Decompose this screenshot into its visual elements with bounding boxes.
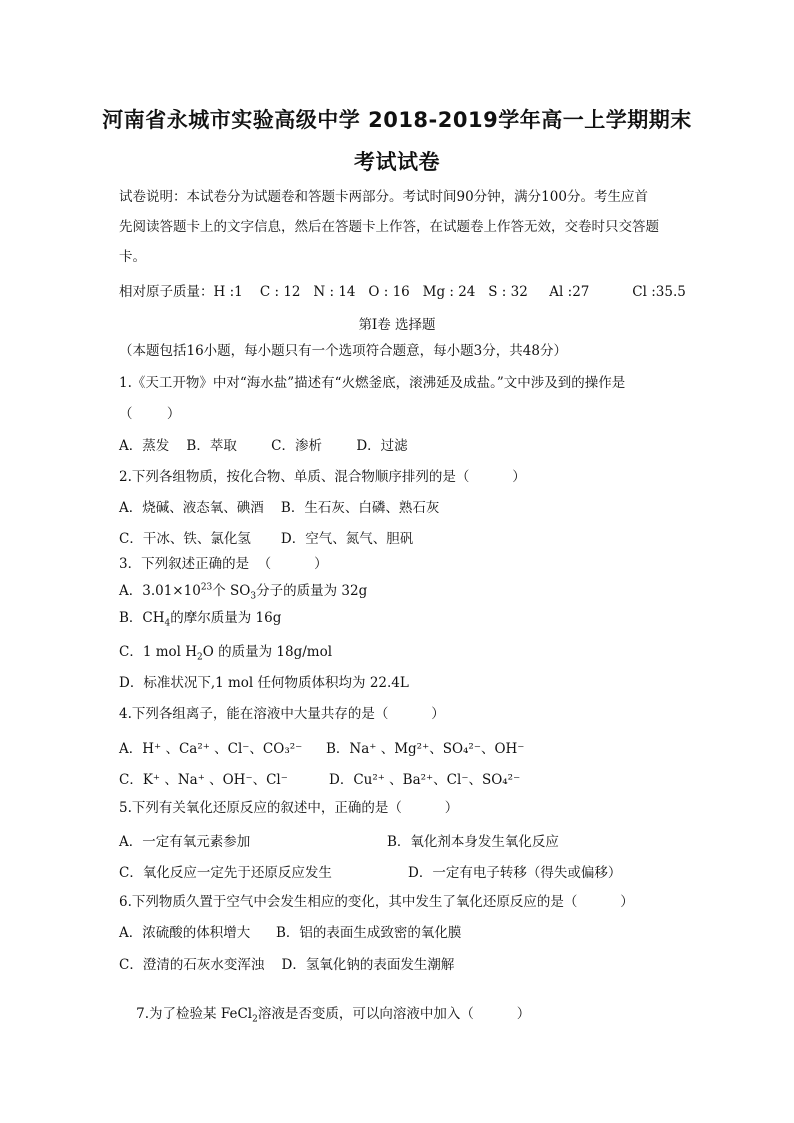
question-5-stem: 5.下列有关氧化还原反应的叙述中，正确的是（ ） bbox=[119, 800, 459, 816]
question-3-stem: 3．下列叙述正确的是 （ ） bbox=[119, 556, 328, 572]
section-heading: 第Ⅰ卷 选择题 bbox=[358, 317, 436, 333]
q3-a-subscript: 3 bbox=[250, 591, 257, 602]
question-3-option-a bbox=[119, 582, 367, 600]
question-4-option-d: D．Cu²⁺ 、Ba²⁺、Cl⁻、SO₄²⁻ bbox=[329, 772, 521, 788]
q3-c-post: O 的质量为 18g/mol bbox=[202, 644, 333, 660]
question-5-option-a: A．一定有氧元素参加 bbox=[119, 834, 251, 850]
question-4-stem: 4.下列各组离子，能在溶液中大量共存的是（ ） bbox=[119, 706, 445, 722]
q3-b-text: B．CH bbox=[119, 610, 165, 626]
question-4-option-a: A．H⁺ 、Ca²⁺ 、Cl⁻、CO₃²⁻ bbox=[119, 741, 303, 757]
question-4-option-c: C．K⁺ 、Na⁺ 、OH⁻、Cl⁻ bbox=[119, 772, 288, 788]
instructions-line1: 试卷说明：本试卷分为试题卷和答题卡两部分。考试时间90分钟，满分100分。考生应首 bbox=[119, 189, 648, 205]
atomic-masses: 相对原子质量：H :1 C : 12 N : 14 O : 16 Mg : 24 S : 32 Al :27 Cl :35.5 bbox=[119, 284, 686, 300]
exam-title-line1: 河南省永城市实验高级中学 2018-2019学年高一上学期期末 bbox=[102, 108, 692, 132]
q7-post: 溶液是否变质，可以向溶液中加入（ ） bbox=[257, 1006, 531, 1022]
question-3-option-d: D．标准状况下,1 mol 任何物质体积均为 22.4L bbox=[119, 675, 409, 691]
q3-b-subscript: 4 bbox=[164, 618, 171, 629]
q3-c-text: C．1 mol H bbox=[119, 644, 198, 660]
instructions-line2: 先阅读答题卡上的文字信息，然后在答题卡上作答，在试题卷上作答无效，交卷时只交答题 bbox=[119, 219, 659, 235]
q3-c-subscript: 2 bbox=[197, 652, 203, 663]
question-6-options-ab: A．浓硫酸的体积增大 B．铝的表面生成致密的氧化膜 bbox=[119, 925, 462, 941]
question-2-options-cd: C．干冰、铁、氯化氢 D．空气、氮气、胆矾 bbox=[119, 531, 414, 547]
section-note: （本题包括16小题，每小题只有一个选项符合题意，每小题3分，共48分） bbox=[119, 343, 567, 359]
exam-title-line2: 考试试卷 bbox=[354, 150, 440, 174]
question-5-option-d: D．一定有电子转移（得失或偏移） bbox=[408, 865, 622, 881]
question-1-blank: （ ） bbox=[119, 406, 181, 422]
question-4-option-b: B．Na⁺ 、Mg²⁺、SO₄²⁻、OH⁻ bbox=[326, 741, 525, 757]
q3-b-post: 的摩尔质量为 16g bbox=[170, 610, 282, 626]
question-3-option-c bbox=[119, 643, 332, 661]
question-2-options-ab: A．烧碱、液态氧、碘酒 B．生石灰、白磷、熟石灰 bbox=[119, 500, 440, 516]
q7-subscript: 2 bbox=[252, 1014, 258, 1025]
question-1-options: A．蒸发 B．萃取 C．渗析 D．过滤 bbox=[119, 438, 408, 454]
q7-text: 7.为了检验某 FeCl bbox=[136, 1006, 253, 1022]
question-1-stem: 1.《天工开物》中对“海水盐”描述有“火燃釜底，滚沸延及成盐。”文中涉及到的操作是 bbox=[119, 375, 626, 391]
question-6-options-cd: C．澄清的石灰水变浑浊 D．氢氧化钠的表面发生潮解 bbox=[119, 957, 455, 973]
question-7-stem bbox=[119, 987, 530, 1041]
q3-a-post: 分子的质量为 32g bbox=[256, 583, 368, 599]
instructions-line3: 卡。 bbox=[119, 249, 146, 265]
question-5-option-c: C．氧化反应一定先于还原反应发生 bbox=[119, 865, 332, 881]
question-5-option-b: B．氧化剂本身发生氧化反应 bbox=[387, 834, 559, 850]
question-2-stem: 2.下列各组物质，按化合物、单质、混合物顺序排列的是（ ） bbox=[119, 469, 526, 485]
question-6-stem: 6.下列物质久置于空气中会发生相应的变化，其中发生了氧化还原反应的是（ ） bbox=[119, 894, 634, 910]
question-3-option-b bbox=[119, 609, 281, 627]
q3-a-exponent: 23 bbox=[200, 582, 213, 593]
q3-a-text: A．3.01×10 bbox=[119, 583, 201, 599]
q3-a-mid: 个 SO bbox=[212, 583, 251, 599]
